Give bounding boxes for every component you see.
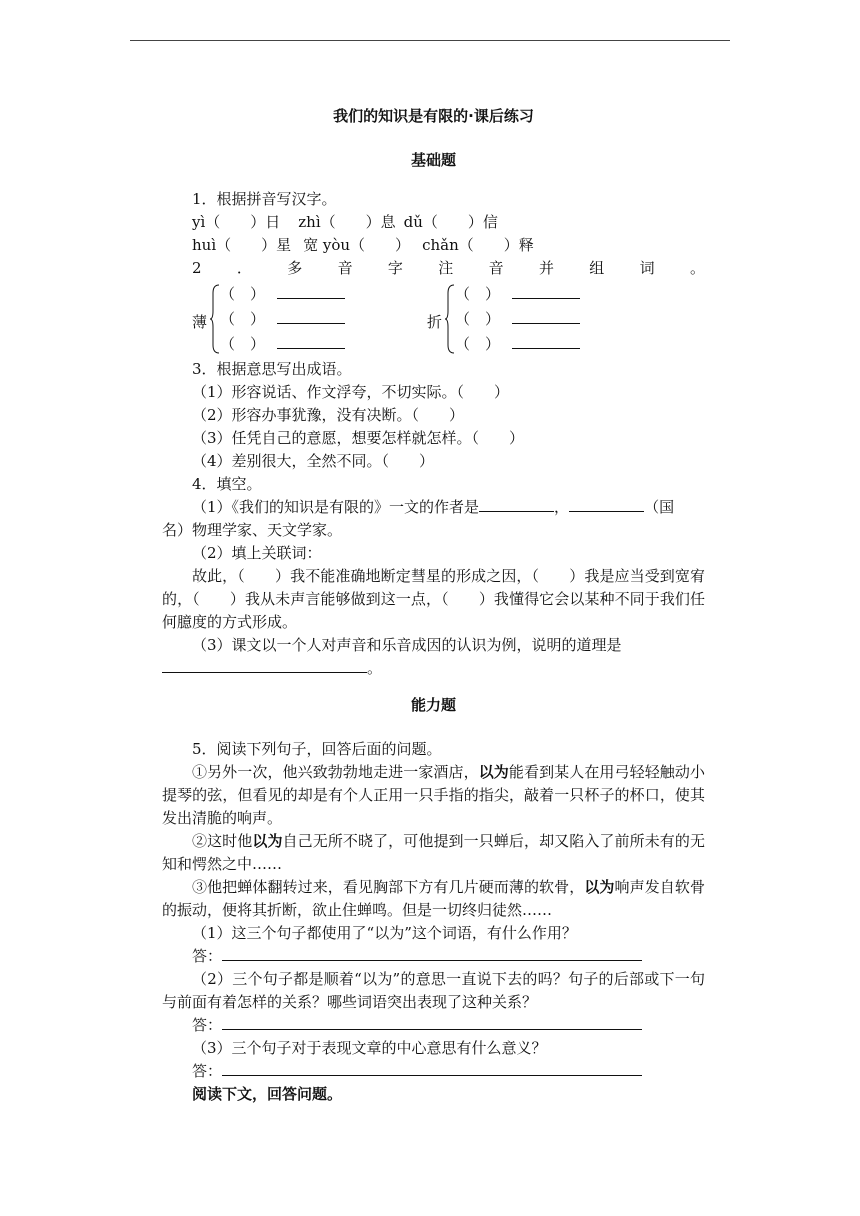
lesson-question: （3）课文以一个人对声音和乐音成因的认识为例，说明的道理是	[192, 636, 622, 654]
fill-author-continued: 名）物理学家、天文学家。	[162, 521, 343, 539]
brace-row: （ ）	[220, 333, 345, 356]
answer-line[interactable]	[277, 311, 345, 324]
sentence-3: ③他把蝉体翻转过来，看见胸部下方有几片硬而薄的软骨，以为响声发自软骨的振动，便将其折断，欲止住蝉鸣。但是一切终归徒然……	[162, 878, 705, 919]
idiom-item: （4）差别很大，全然不同。（ ）	[192, 452, 435, 470]
answer-line[interactable]	[512, 336, 580, 349]
question-4-prompt: 4．填空。	[192, 475, 262, 493]
lesson-answer: 。	[162, 657, 705, 680]
sentence-2: ②这时他以为自己无所不晓了，可他提到一只蝉后，却又陷入了前所未有的无知和愕然之中……	[162, 832, 705, 873]
pinyin-item: huì（ ）星	[192, 236, 292, 254]
brace-row: （ ）	[220, 308, 345, 331]
pinyin-item: yì（ ）日	[192, 213, 281, 231]
answer-line[interactable]	[222, 946, 642, 961]
header-rule	[130, 40, 730, 41]
connective-heading: （2）填上关联词：	[192, 544, 322, 562]
brace-row: （ ）	[455, 333, 580, 356]
pinyin-item: dǔ（ ）信	[403, 213, 498, 231]
polyphone-char: 薄	[192, 313, 208, 331]
question-2-prompt	[162, 257, 705, 280]
closing-instruction: 阅读下文，回答问题。	[192, 1085, 343, 1103]
sub-question-2: （2）三个句子都是顺着“以为”的意思一直说下去的吗？句子的后部或下一句与前面有着怎样的关系？哪些词语突出表现了这种关系？	[162, 970, 705, 1011]
brace-row: （ ）	[220, 283, 345, 306]
prompt-char: 音	[488, 259, 504, 277]
connective-passage: 故此，（ ）我不能准确地断定彗星的形成之因，（ ）我是应当受到宽宥的，（ ）我从未声言能够做到这一点，（ ）我懂得它会以某种不同于我们任何臆度的方式形成。	[162, 567, 705, 631]
answer-line[interactable]	[512, 286, 580, 299]
polyphone-group-2	[427, 283, 607, 355]
question-1-prompt: 1．根据拼音写汉字。	[192, 190, 337, 208]
author-blank[interactable]	[479, 497, 554, 512]
answer-line[interactable]	[277, 336, 345, 349]
pinyin-row-2	[162, 234, 705, 257]
prompt-char: 词	[639, 259, 655, 277]
answer-row: 答：	[162, 1014, 705, 1037]
polyphone-group-1	[192, 283, 372, 355]
sub-question-1: （1）这三个句子都使用了“以为”这个词语，有什么作用？	[192, 924, 577, 942]
prompt-char: 字	[387, 259, 403, 277]
sub-question-3: （3）三个句子对于表现文章的中心意思有什么意义？	[192, 1039, 547, 1057]
basic-section-heading: 基础题	[410, 151, 456, 169]
sentence-1: ①另外一次，他兴致勃勃地走进一家酒店，以为能看到某人在用弓轻轻触动小提琴的弦，但看见的却是有个人正用一只手指的指尖，敲着一只杯子的杯口，使其发出清脆的响声。	[162, 763, 705, 827]
pinyin-item: zhì（ ）息	[298, 213, 396, 231]
prompt-char: ．	[236, 259, 252, 277]
brace-icon	[445, 283, 455, 355]
prompt-char: 注	[438, 259, 454, 277]
fill-author: （1）《我们的知识是有限的》一文的作者是 ， （国	[192, 498, 675, 516]
prompt-char: 并	[538, 259, 554, 277]
prompt-char: 组	[589, 259, 605, 277]
question-3	[162, 358, 705, 473]
idiom-item: （2）形容办事犹豫，没有决断。（ ）	[192, 406, 465, 424]
pinyin-item: chǎn（ ）释	[422, 236, 534, 254]
brace-icon	[210, 283, 220, 355]
prompt-char: 音	[337, 259, 353, 277]
pinyin-row-1	[162, 211, 705, 234]
answer-line[interactable]	[222, 1015, 642, 1030]
ability-section-heading: 能力题	[410, 696, 456, 714]
answer-line[interactable]	[222, 1061, 642, 1076]
lesson-blank[interactable]	[162, 658, 367, 673]
question-5	[162, 738, 705, 1106]
question-5-prompt: 5．阅读下列句子，回答后面的问题。	[192, 740, 442, 758]
prompt-char: 。	[689, 259, 705, 277]
pinyin-item: 宽 yòu（ ）	[303, 236, 411, 254]
brace-row: （ ）	[455, 283, 580, 306]
question-4	[162, 473, 705, 680]
country-blank[interactable]	[569, 497, 644, 512]
answer-row: 答：	[162, 1060, 705, 1083]
idiom-item: （1）形容说话、作文浮夸，不切实际。（ ）	[192, 383, 510, 401]
polyphone-char: 折	[427, 313, 443, 331]
idiom-item: （3）任凭自己的意愿，想要怎样就怎样。（ ）	[192, 429, 525, 447]
question-3-prompt: 3．根据意思写出成语。	[192, 360, 352, 378]
answer-row: 答：	[162, 945, 705, 968]
prompt-char: 多	[287, 259, 303, 277]
answer-line[interactable]	[277, 286, 345, 299]
question-1	[162, 188, 705, 257]
answer-line[interactable]	[512, 311, 580, 324]
prompt-char: 2	[192, 259, 202, 277]
page-title: 我们的知识是有限的·课后练习	[333, 107, 534, 125]
brace-row: （ ）	[455, 308, 580, 331]
